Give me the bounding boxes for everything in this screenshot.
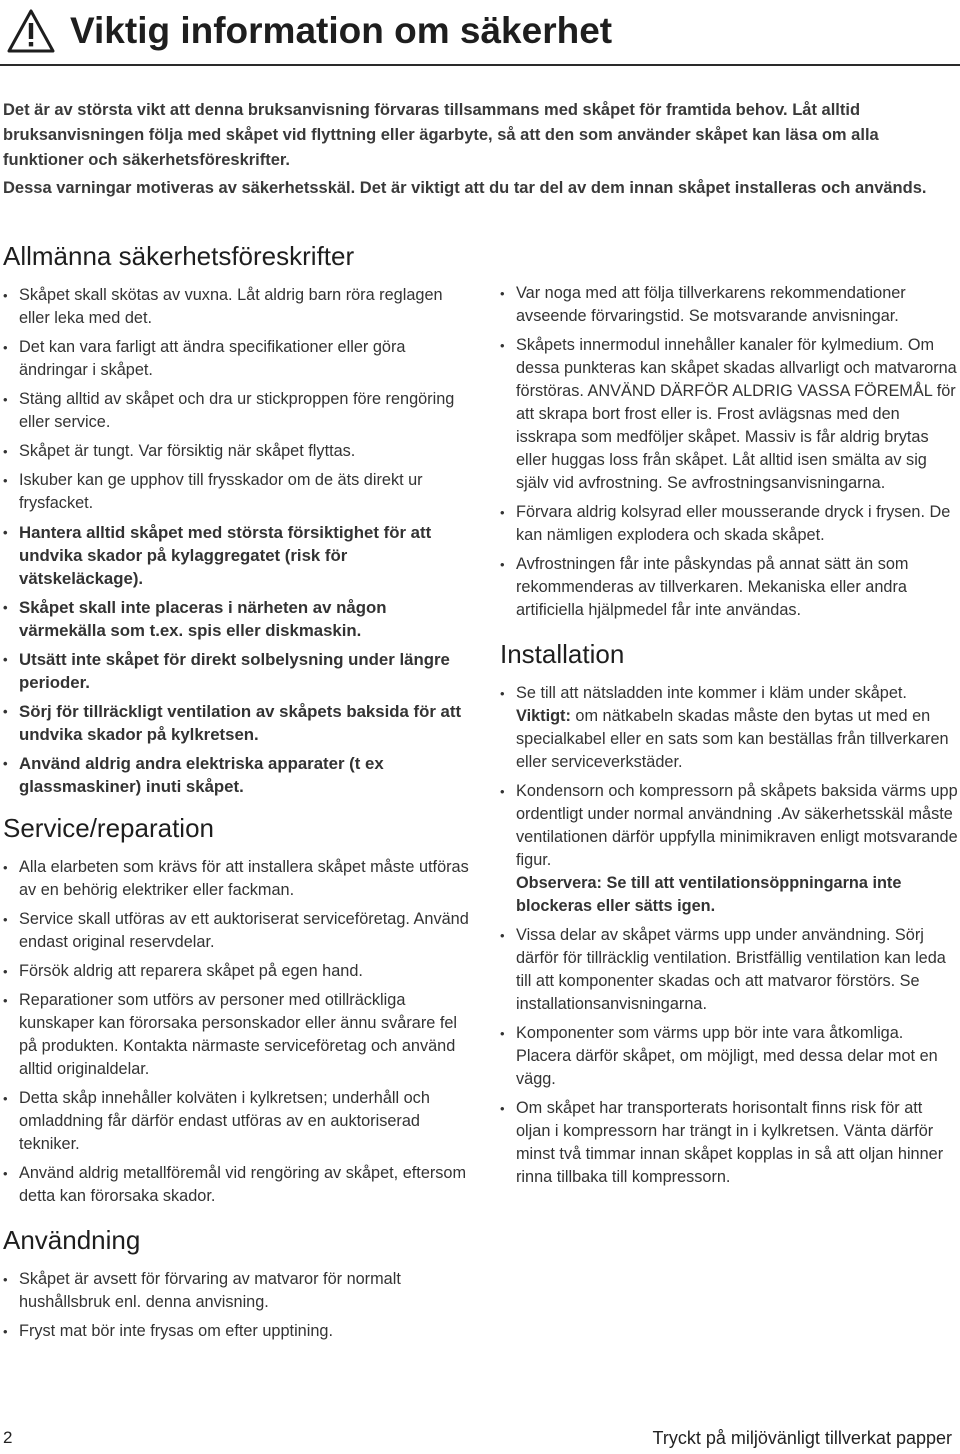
- usage-list: [3, 1268, 473, 1343]
- header-divider: [0, 64, 960, 66]
- list-item: • Skåpets innermodul innehåller kanaler för kylmedium. Om dessa punkteras kan skåpet skadas allvarligt och matvarorna förstöras. ANVÄND DÄRFÖR ALDRIG VASSA FÖREMÅL för att skrapa bort frost eller is. Frost avlägsnas med den isskrapa som medföljer skåpet. Massiv is får aldrig brytas eller huggas loss från skåpet. Låt alltid isen smälta av sig själv vid avfrostning. Se avfrostningsanvisningarna.: [500, 334, 958, 495]
- section-heading-usage: Användning: [3, 1225, 141, 1255]
- list-item: • Använd aldrig andra elektriska apparater (t ex glassmaskiner) inuti skåpet.: [3, 752, 473, 798]
- section-heading-service: Service/reparation: [3, 813, 214, 843]
- list-item: • Det kan vara farligt att ändra specifikationer eller göra ändringar i skåpet.: [3, 336, 473, 382]
- installation-list: [500, 682, 958, 1189]
- general-list: [3, 284, 473, 798]
- list-item: • Använd aldrig metallföremål vid rengöring av skåpet, eftersom detta kan förorsaka skador.: [3, 1162, 473, 1208]
- list-item: • Förvara aldrig kolsyrad eller mousserande dryck i frysen. De kan nämligen explodera och skada skåpet.: [500, 501, 958, 547]
- list-item: • Komponenter som värms upp bör inte vara åtkomliga. Placera därför skåpet, om möjligt, med dessa delar mot en vägg.: [500, 1022, 958, 1091]
- list-item: [500, 682, 958, 774]
- list-item: • Försök aldrig att reparera skåpet på egen hand.: [3, 960, 473, 983]
- page-header: [0, 0, 960, 70]
- section-heading-general: Allmänna säkerhetsföreskrifter: [3, 241, 355, 271]
- list-item: • Skåpet är tungt. Var försiktig när skåpet flyttas.: [3, 440, 473, 463]
- list-item: • Vissa delar av skåpet värms upp under användning. Sörj därför för tillräcklig ventilation. Bristfällig ventilation kan leda till att komponenter skadas och att matvaror förstörs. Se installationsanvisningarna.: [500, 924, 958, 1016]
- left-column: [3, 238, 473, 1355]
- list-item: • Var noga med att följa tillverkarens rekommendationer avseende förvaringstid. Se motsvarande anvisningar.: [500, 282, 958, 328]
- intro-paragraph: Det är av största vikt att denna bruksanvisning förvaras tillsammans med skåpet för framtida behov. Låt alltid bruksanvisningen följa med skåpet vid flyttning eller ägarbyte, så att den som använder skåpet kan läsa om alla funktioner och säkerhetsföreskrifter.: [3, 101, 879, 169]
- list-item: • Reparationer som utförs av personer med otillräckliga kunskaper kan förorsaka personskador eller ännu svårare fel på produkten. Kontakta närmaste serviceföretag och använd alltid originaldelar.: [3, 989, 473, 1081]
- list-item-text: Kondensorn och kompressorn på skåpets baksida värms upp ordentligt under normal användning .Av säkerhetsskäl måste ventilationen därför uppfylla minimikraven enligt motsvarande figur.: [516, 782, 958, 869]
- service-list: [3, 856, 473, 1208]
- list-item: • Stäng alltid av skåpet och dra ur stickproppen före rengöring eller service.: [3, 388, 473, 434]
- section-heading-installation: Installation: [500, 639, 625, 669]
- warning-triangle-icon: [6, 8, 56, 54]
- list-item: • Skåpet skall inte placeras i närheten av någon värmekälla som t.ex. spis eller diskmaskin.: [3, 596, 473, 642]
- list-item: • Om skåpet har transporterats horisontalt finns risk för att oljan i kompressorn har trängt in i kylkretsen. Vänta därför minst två timmar innan skåpet kopplas in så att oljan hinner rinna tillbaka till kompressorn.: [500, 1097, 958, 1189]
- list-item: • Fryst mat bör inte frysas om efter upptining.: [3, 1320, 473, 1343]
- list-item: • Sörj för tillräckligt ventilation av skåpets baksida för att undvika skador på kylkretsen.: [3, 700, 473, 746]
- storage-list: [500, 282, 958, 622]
- footer-note: Tryckt på miljövänligt tillverkat papper: [652, 1428, 952, 1448]
- list-item: [500, 780, 958, 918]
- right-column: [500, 282, 958, 1201]
- list-item: • Hantera alltid skåpet med största försiktighet för att undvika skador på kylaggregatet (risk för vätskeläckage).: [3, 521, 473, 590]
- list-item-text: om nätkabeln skadas måste den bytas ut med en specialkabel eller en sats som kan beställas från tillverkaren eller serviceverkstäder.: [516, 707, 949, 771]
- list-item: • Utsätt inte skåpet för direkt solbelysning under längre perioder.: [3, 648, 473, 694]
- list-item: • Alla elarbeten som krävs för att installera skåpet måste utföras av en behörig elektriker eller fackman.: [3, 856, 473, 902]
- list-item: • Service skall utföras av ett auktoriserat serviceföretag. Använd endast original reservdelar.: [3, 908, 473, 954]
- list-item: • Skåpet skall skötas av vuxna. Låt aldrig barn röra reglagen eller leka med det.: [3, 284, 473, 330]
- page-title: Viktig information om säkerhet: [70, 10, 613, 51]
- list-item: • Iskuber kan ge upphov till frysskador om de äts direkt ur frysfacket.: [3, 469, 473, 515]
- observe-note: Observera: Se till att ventilationsöppningarna inte blockeras eller sätts igen.: [516, 874, 902, 915]
- list-item: • Skåpet är avsett för förvaring av matvaror för normalt hushållsbruk enl. denna anvisning.: [3, 1268, 473, 1314]
- page-number: 2: [3, 1428, 13, 1447]
- intro-paragraph: Dessa varningar motiveras av säkerhetsskäl. Det är viktigt att du tar del av dem innan skåpet installeras och används.: [3, 179, 927, 197]
- list-item: • Detta skåp innehåller kolväten i kylkretsen; underhåll och omladdning får därför endast utföras av en auktoriserad tekniker.: [3, 1087, 473, 1156]
- list-item-text: Se till att nätsladden inte kommer i kläm under skåpet.: [516, 684, 907, 702]
- important-label: Viktigt:: [516, 707, 571, 725]
- intro-section: [3, 98, 958, 204]
- list-item: • Avfrostningen får inte påskyndas på annat sätt än som rekommenderas av tillverkaren. Mekaniska eller andra artificiella hjälpmedel får inte användas.: [500, 553, 958, 622]
